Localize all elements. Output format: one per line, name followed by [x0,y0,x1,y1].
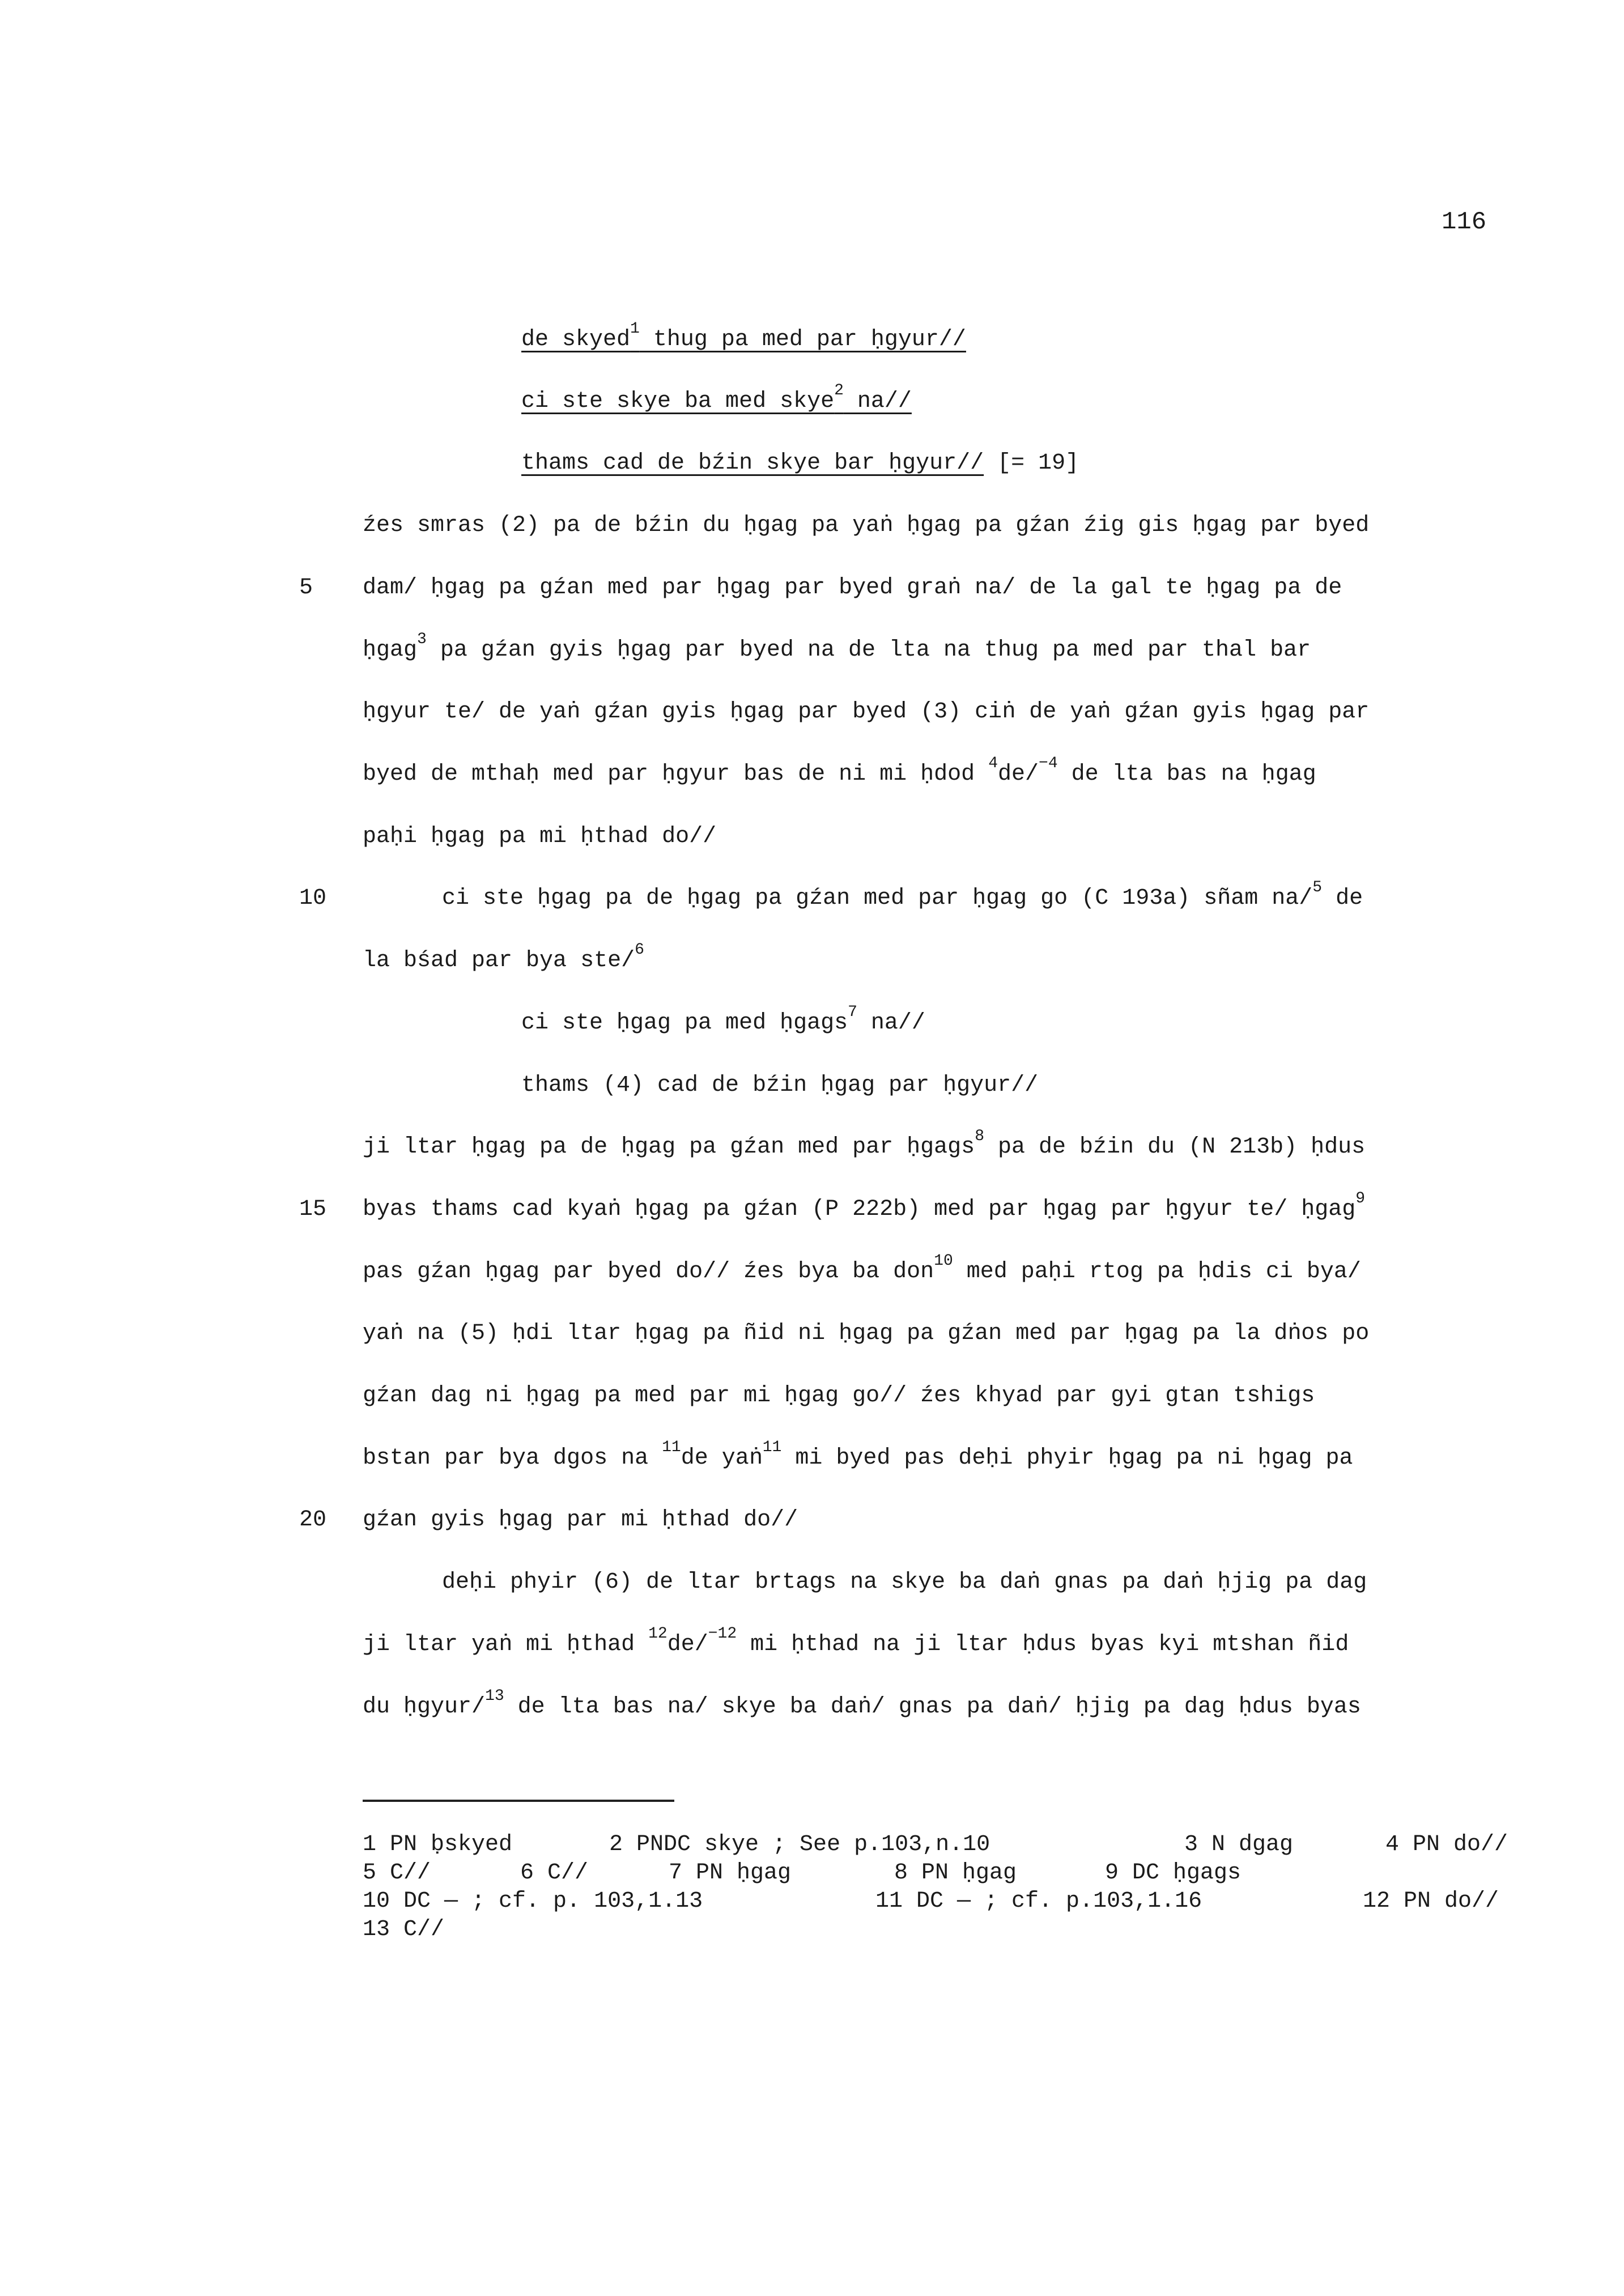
text-line-16: pas gźan ḥgag par byed do// źes bya ba don$^{10}$ med paḥi rtog pa ḥdis ci bya/ [363,1252,1361,1285]
text-line-19: bstan par bya dgos na $^{11}$de yaṅ$^{11}$ mi byed pas deḥi phyir ḥgag pa ni ḥgag pa [363,1439,1353,1471]
text-line-5: dam/ ḥgag pa gźan med par ḥgag par byed graṅ na/ de la gal te ḥgag pa de [363,575,1342,601]
footnote-9: 9 DC ḥgags [1105,1860,1242,1886]
text-line-23: du ḥgyur/$^{13}$ de lta bas na/ skye ba daṅ/ gnas pa daṅ/ ḥjig pa dag ḥdus byas [363,1687,1361,1720]
footnote-2: 2 PNDC skye ; See p.103,n.10 [609,1832,990,1857]
text-line-9: paḥi ḥgag pa mi ḥthad do// [363,824,717,849]
line-number-15: 15 [299,1197,327,1222]
text-line-15: byas thams cad kyaṅ ḥgag pa gźan (P 222b) med par ḥgag par ḥgyur te/ ḥgag$^9$ [363,1190,1366,1222]
footnote-5: 5 C// [363,1860,431,1886]
text-line-20: gźan gyis ḥgag par mi ḥthad do// [363,1507,798,1533]
verse-line-13: thams (4) cad de bźin ḥgag par ḥgyur// [521,1073,1039,1098]
footnote-13: 13 C// [363,1917,445,1942]
footnote-8: 8 PN ḥgag [894,1860,1017,1886]
footnote-10: 10 DC — ; cf. p. 103,1.13 [363,1889,703,1914]
footnote-4: 4 PN do// [1385,1832,1508,1857]
text-line-11: la bśad par bya ste/$^6$ [363,941,644,973]
text-line-4: źes smras (2) pa de bźin du ḥgag pa yaṅ ḥgag pa gźan źig gis ḥgag par byed [363,513,1370,538]
footnote-7: 7 PN ḥgag [669,1860,792,1886]
footnote-3: 3 N dgag [1184,1832,1294,1857]
page-number: 116 [1442,208,1487,236]
footnote-1: 1 PN ḅskyed [363,1832,513,1857]
line-number-5: 5 [299,575,313,601]
text-line-7: ḥgyur te/ de yaṅ gźan gyis ḥgag par byed (3) ciṅ de yaṅ gźan gyis ḥgag par [363,699,1370,725]
text-line-22: ji ltar yaṅ mi ḥthad $^{12}$de/$^{-12}$ mi ḥthad na ji ltar ḥdus byas kyi mtshan ñid [363,1625,1349,1657]
text-line-10: ci ste ḥgag pa de ḥgag pa gźan med par ḥgag go (C 193a) sñam na/$^5$ de [442,879,1363,911]
footnote-11: 11 DC — ; cf. p.103,1.16 [875,1889,1202,1914]
text-line-17: yaṅ na (5) ḥdi ltar ḥgag pa ñid ni ḥgag pa gźan med par ḥgag pa la dṅos po [363,1321,1370,1346]
text-line-6: ḥgag$^3$ pa gźan gyis ḥgag par byed na de lta na thug pa med par thal bar [363,631,1311,663]
verse-line-2: ci ste skye ba med skye$^2$ na// [521,382,912,414]
text-line-18: gźan dag ni ḥgag pa med par mi ḥgag go// źes khyad par gyi gtan tshigs [363,1383,1315,1409]
footnote-12: 12 PN do// [1363,1889,1499,1914]
footnote-rule [363,1800,674,1802]
text-line-21: deḥi phyir (6) de ltar brtags na skye ba daṅ gnas pa daṅ ḥjig pa dag [442,1570,1367,1595]
verse-line-12: ci ste ḥgag pa med ḥgags$^7$ na// [521,1004,925,1036]
text-line-8: byed de mthaḥ med par ḥgyur bas de ni mi ḥdod $^4$de/$^{-4}$ de lta bas na ḥgag [363,755,1316,787]
verse-line-3: thams cad de bźin skye bar ḥgyur// [= 19] [521,450,1079,476]
line-number-10: 10 [299,886,327,911]
text-line-14: ji ltar ḥgag pa de ḥgag pa gźan med par ḥgags$^8$ pa de bźin du (N 213b) ḥdus [363,1128,1366,1160]
verse-line-1: de skyed$^1$ thug pa med par ḥgyur// [521,320,966,352]
footnote-6: 6 C// [520,1860,589,1886]
line-number-20: 20 [299,1507,327,1533]
